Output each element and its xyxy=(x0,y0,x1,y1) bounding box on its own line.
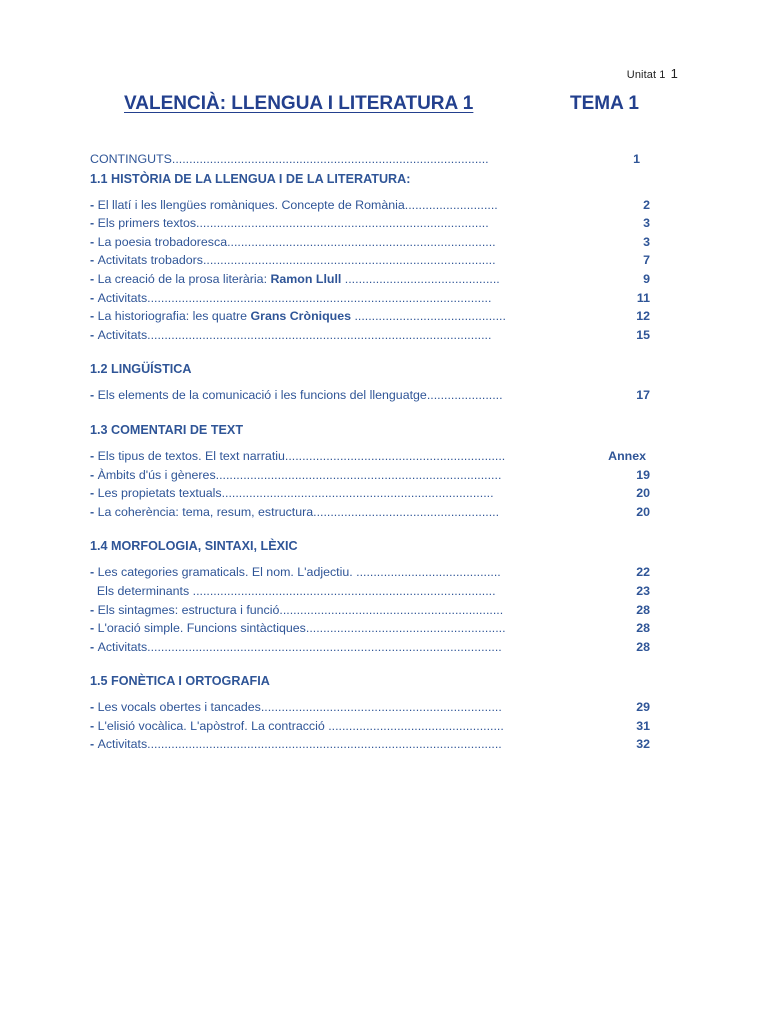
toc-entry-title: Les categories gramaticals. El nom. L'adjectiu. xyxy=(97,565,357,580)
toc-entry-text xyxy=(90,233,496,252)
toc-entry-title: L'oració simple. Funcions sintàctiques xyxy=(97,621,306,636)
toc-entry-dash: - xyxy=(90,234,98,249)
toc-entry-text xyxy=(90,698,502,717)
unit-label: Unitat 1 xyxy=(626,69,666,81)
toc-entry xyxy=(90,619,650,638)
toc-entry-title: Activitats xyxy=(97,327,148,342)
toc-entry-leader: ............................................................................... xyxy=(221,486,494,501)
toc-entry-text xyxy=(90,251,496,270)
toc-entry-text xyxy=(90,214,489,233)
section-heading: 1.1 HISTÒRIA DE LA LLENGUA I DE LA LITERATURA: xyxy=(90,171,411,186)
toc-entry-leader: ..................................................................................... xyxy=(196,216,489,231)
toc-entry-dash: - xyxy=(90,737,98,752)
toc-entry-text xyxy=(90,196,498,215)
page-number: 1 xyxy=(670,66,678,81)
toc-entry-title: Els elements de la comunicació i les funcions del llenguatge xyxy=(97,388,427,403)
toc-entry-title: Activitats xyxy=(97,737,148,752)
toc-entry-leader: ................................................................................... xyxy=(215,467,502,482)
toc-entry-text xyxy=(90,601,503,620)
toc-entry-dash: - xyxy=(90,197,98,212)
toc-entry-text xyxy=(90,638,502,657)
toc-entry-dash: - xyxy=(90,216,98,231)
section-heading: 1.2 LINGÜÍSTICA xyxy=(90,362,192,377)
toc-entry-page: 3 xyxy=(643,234,650,249)
toc-entry-page: 3 xyxy=(643,216,650,231)
toc-entry-text xyxy=(90,270,500,289)
toc-entry-title: El llatí i les llengües romàniques. Concepte de Romània xyxy=(97,197,405,212)
toc-contents-label: CONTINGUTS............................................................................................ xyxy=(90,152,489,166)
toc-entry-page: 20 xyxy=(636,504,650,519)
toc-entry-leader: ....................................................................................................... xyxy=(147,639,502,654)
toc-entry-text xyxy=(90,447,505,466)
toc-entry xyxy=(90,698,650,717)
toc-entry-page: 28 xyxy=(636,602,650,617)
toc-entry-leader: .......................................................... xyxy=(305,621,506,636)
toc-entry-leader: ........................... xyxy=(404,197,498,212)
toc-entry-title: La poesia trobadoresca xyxy=(97,234,228,249)
title-tema: TEMA 1 xyxy=(570,93,639,114)
toc-entry-dash: - xyxy=(90,621,98,636)
toc-entry-page: 20 xyxy=(636,486,650,501)
toc-entry xyxy=(90,466,650,485)
toc-entry xyxy=(90,326,650,345)
toc-entry xyxy=(90,386,650,405)
toc-entry-dash: - xyxy=(90,700,98,715)
toc-entry-bold: Ramon Llull xyxy=(270,271,342,286)
page-title xyxy=(124,93,644,115)
toc-entry-dash: - xyxy=(90,309,98,324)
toc-entry-page: 2 xyxy=(643,197,650,212)
toc-entry-title: Les propietats textuals xyxy=(97,486,222,501)
toc-entry-leader: .......................................... xyxy=(356,565,501,580)
toc-entry-text xyxy=(90,289,491,308)
toc-entry-title: Els sintagmes: estructura i funció xyxy=(97,602,280,617)
toc-entry-leader: .................................................................................................... xyxy=(147,290,492,305)
toc-entry-page: Annex xyxy=(608,448,646,463)
toc-entry-dash: - xyxy=(90,486,98,501)
toc-entry-text xyxy=(90,619,506,638)
toc-entry-title: Els determinants xyxy=(96,583,193,598)
toc-entry-title: La historiografia: les quatre xyxy=(97,309,251,324)
toc-entry-dash: - xyxy=(90,504,98,519)
toc-entry-dash: - xyxy=(90,253,98,268)
toc-entry-title: Activitats xyxy=(97,639,148,654)
toc-entry-title: Els tipus de textos. El text narratiu xyxy=(97,448,285,463)
toc-entry xyxy=(90,601,650,620)
toc-entry xyxy=(90,735,650,754)
toc-entry-title: Activitats xyxy=(97,290,148,305)
toc-contents-page: 1 xyxy=(633,152,640,166)
toc-entry-title: Els primers textos xyxy=(97,216,197,231)
toc-entry-text xyxy=(90,717,504,736)
toc-entry-page: 9 xyxy=(643,271,650,286)
toc-entry-page: 12 xyxy=(636,309,650,324)
toc-entry-leader: ...................................................... xyxy=(313,504,500,519)
toc-entry-page: 28 xyxy=(636,639,650,654)
toc-entry-title: Les vocals obertes i tancades xyxy=(97,700,261,715)
toc-entry-page: 11 xyxy=(636,290,650,305)
toc-entry-text xyxy=(90,484,494,503)
toc-entry-page: 7 xyxy=(643,253,650,268)
toc-entry-page: 17 xyxy=(636,388,650,403)
toc-entry-leader: ..................................................................................... xyxy=(202,253,496,268)
toc-entry-title: L'elisió vocàlica. L'apòstrof. La contracció xyxy=(97,718,329,733)
toc-entry-leader: .................................................................................................... xyxy=(147,327,492,342)
toc-entry xyxy=(90,717,650,736)
toc-entry-text xyxy=(90,563,501,582)
toc-entry-title: La coherència: tema, resum, estructura xyxy=(97,504,314,519)
toc-entry-page: 15 xyxy=(636,327,650,342)
toc-entry xyxy=(90,638,650,657)
toc-contents-row xyxy=(90,150,650,169)
toc-entry-page: 28 xyxy=(636,621,650,636)
toc-entry-leader: .............................................................................. xyxy=(227,234,496,249)
toc-entry xyxy=(90,307,650,326)
section-heading: 1.3 COMENTARI DE TEXT xyxy=(90,422,244,437)
toc-entry-dash: - xyxy=(90,467,98,482)
toc-entry-leader: ........................................................................................ xyxy=(192,583,496,598)
title-main: VALENCIÀ: LLENGUA I LITERATURA 1 xyxy=(124,93,474,114)
toc-entry-title: La creació de la prosa literària: xyxy=(97,271,271,286)
toc-entry-leader: ............................................ xyxy=(351,309,506,324)
toc-entry-page: 23 xyxy=(636,583,650,598)
toc-entry-text xyxy=(90,582,496,601)
toc-entry-text xyxy=(90,307,506,326)
toc-entry-dash: - xyxy=(90,388,98,403)
toc-entry-leader: ............................................. xyxy=(341,271,500,286)
toc-entry-page: 31 xyxy=(636,718,650,733)
toc-entry-leader: ................................................... xyxy=(328,718,504,733)
toc-entry-dash xyxy=(90,584,97,598)
toc-entry-title: Àmbits d'ús i gèneres xyxy=(97,467,216,482)
toc-entry-text xyxy=(90,326,491,345)
toc-entry xyxy=(90,447,650,466)
toc-entry-text xyxy=(90,466,501,485)
toc-entry xyxy=(90,196,650,215)
toc-entry-leader: ...................................................................... xyxy=(260,700,502,715)
toc-entry-leader: ...................... xyxy=(426,388,503,403)
toc-entry xyxy=(90,233,650,252)
toc-entry xyxy=(90,484,650,503)
toc-entry-page: 19 xyxy=(636,467,650,482)
toc-entry-dash: - xyxy=(90,448,98,463)
toc-entry xyxy=(90,563,650,582)
section-heading: 1.5 FONÈTICA I ORTOGRAFIA xyxy=(90,674,270,689)
toc-entry-title: Activitats trobadors xyxy=(97,253,203,268)
toc-entry-page: 29 xyxy=(636,700,650,715)
page-header xyxy=(627,66,678,81)
toc-entry-dash: - xyxy=(90,327,98,342)
toc-entry-dash: - xyxy=(90,718,98,733)
toc-entry xyxy=(90,251,650,270)
toc-entry-dash: - xyxy=(90,290,98,305)
toc-entry-leader: ................................................................. xyxy=(279,602,504,617)
toc-entry xyxy=(90,270,650,289)
toc-entry-text xyxy=(90,386,503,405)
toc-entry-dash: - xyxy=(90,602,98,617)
toc-entry-dash: - xyxy=(90,565,98,580)
table-of-contents xyxy=(90,150,650,754)
toc-entry xyxy=(90,214,650,233)
toc-entry xyxy=(90,289,650,308)
toc-entry-leader: ................................................................ xyxy=(284,448,506,463)
toc-entry-bold: Grans Cròniques xyxy=(250,309,352,324)
toc-entry-dash: - xyxy=(90,639,98,654)
toc-entry-leader: ....................................................................................................... xyxy=(147,737,502,752)
toc-entry-page: 32 xyxy=(636,737,650,752)
toc-entry-text xyxy=(90,735,502,754)
toc-entry-page: 22 xyxy=(636,565,650,580)
toc-entry-dash: - xyxy=(90,271,98,286)
toc-entry xyxy=(90,503,650,522)
toc-sections xyxy=(90,169,650,754)
toc-entry-text xyxy=(90,503,499,522)
section-heading: 1.4 MORFOLOGIA, SINTAXI, LÈXIC xyxy=(90,539,298,554)
toc-entry xyxy=(90,582,650,601)
